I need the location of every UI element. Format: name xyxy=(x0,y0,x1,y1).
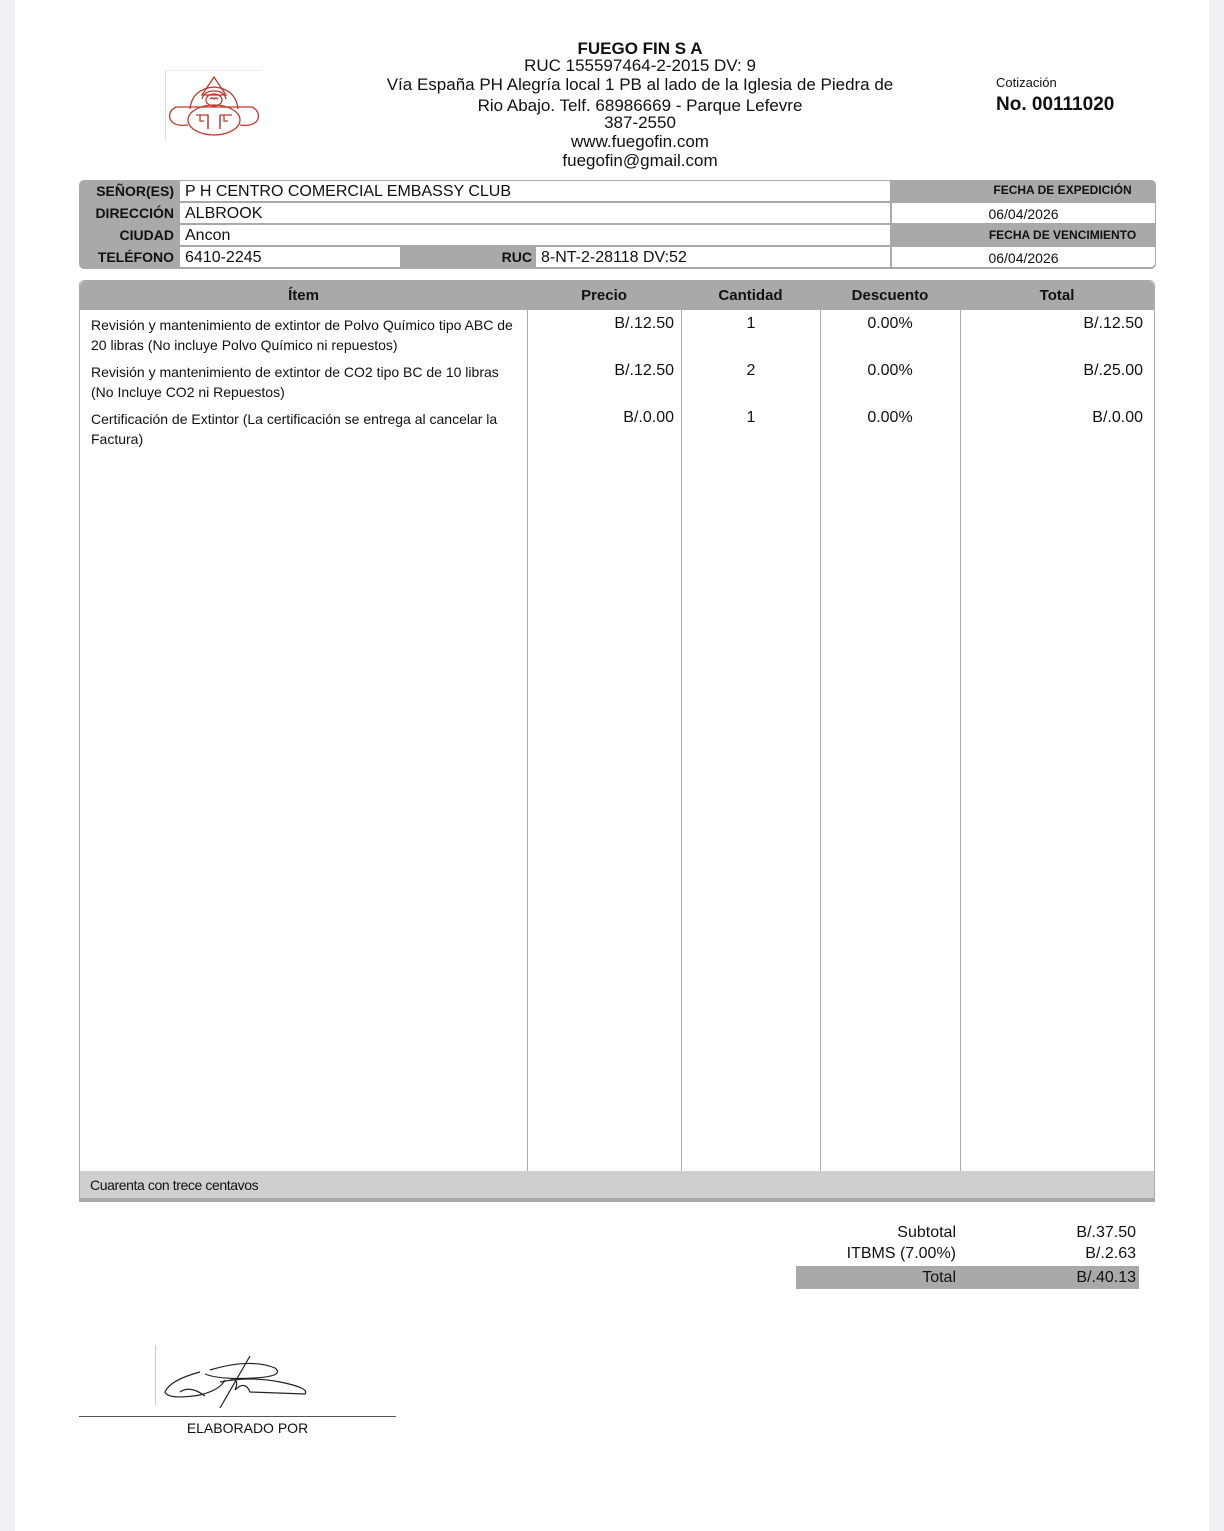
item-total: B/.0.00 xyxy=(1092,409,1143,426)
grand-total-label: Total xyxy=(922,1269,956,1286)
signature-line xyxy=(79,1416,396,1417)
due-date-value: 06/04/2026 xyxy=(892,247,1155,267)
client-address-value: ALBROOK xyxy=(180,203,890,223)
signature-icon xyxy=(160,1350,320,1410)
header-discount: Descuento xyxy=(851,287,929,304)
item-description: Revisión y mantenimiento de extintor de Polvo Químico tipo ABC de 20 libras (No incluye Polvo Químico ni repuestos) xyxy=(91,317,513,353)
issue-date-value: 06/04/2026 xyxy=(892,203,1155,223)
item-discount: 0.00% xyxy=(867,409,913,426)
subtotal-label: Subtotal xyxy=(897,1224,956,1241)
client-ruc-value: 8-NT-2-28118 DV:52 xyxy=(536,247,890,267)
client-name-label: SEÑOR(ES) xyxy=(96,183,174,199)
header-total: Total xyxy=(1039,287,1075,304)
quote-number: No. 00111020 xyxy=(996,94,1115,115)
client-ruc-label: RUC xyxy=(501,249,532,265)
column-divider xyxy=(681,310,682,1171)
issue-date-label: FECHA DE EXPEDICIÓN xyxy=(993,183,1132,197)
column-divider xyxy=(527,310,528,1171)
client-phone-label: TELÉFONO xyxy=(97,249,174,265)
item-total: B/.25.00 xyxy=(1083,362,1143,379)
client-phone-value: 6410-2245 xyxy=(180,247,400,267)
company-logo xyxy=(165,70,262,141)
client-address-label: DIRECCIÓN xyxy=(95,205,174,221)
item-discount: 0.00% xyxy=(867,362,913,379)
subtotal-value: B/.37.50 xyxy=(1076,1224,1136,1241)
company-header xyxy=(335,40,945,169)
quote-label: Cotización xyxy=(996,75,1057,90)
totals-block xyxy=(796,1221,1139,1289)
client-city-label: CIUDAD xyxy=(119,227,174,243)
fuego-fin-logo-icon xyxy=(166,71,262,141)
client-city-value: Ancon xyxy=(180,225,890,245)
items-table xyxy=(79,280,1155,1202)
item-discount: 0.00% xyxy=(867,315,913,332)
header-price: Precio xyxy=(581,287,627,304)
quote-number-box xyxy=(996,75,1114,116)
subtotal-row xyxy=(796,1221,1139,1244)
signature-divider xyxy=(155,1345,156,1405)
tax-row xyxy=(796,1244,1139,1266)
company-phone2: 387-2550 xyxy=(604,113,676,132)
item-quantity: 1 xyxy=(746,315,756,332)
items-table-header xyxy=(80,281,1154,310)
item-description: Certificación de Extintor (La certificación se entrega al cancelar la Factura) xyxy=(91,411,498,447)
item-description: Revisión y mantenimiento de extintor de CO2 tipo BC de 10 libras (No Incluye CO2 ni Repuestos) xyxy=(91,364,499,400)
grand-total-value: B/.40.13 xyxy=(1076,1269,1136,1286)
item-price: B/.12.50 xyxy=(614,362,674,379)
company-address-line1: Vía España PH Alegría local 1 PB al lado de la Iglesia de Piedra de xyxy=(386,75,894,94)
company-address-line2: Rio Abajo. Telf. 68986669 - Parque Lefevre xyxy=(477,96,803,115)
item-price: B/.12.50 xyxy=(614,315,674,332)
company-name: FUEGO FIN S A xyxy=(577,39,703,58)
grand-total-row xyxy=(796,1266,1139,1289)
header-item: Ítem xyxy=(288,287,319,304)
item-price: B/.0.00 xyxy=(623,409,674,426)
client-name-value: P H CENTRO COMERCIAL EMBASSY CLUB xyxy=(180,181,890,201)
due-date-label: FECHA DE VENCIMIENTO xyxy=(988,228,1137,242)
item-quantity: 2 xyxy=(746,362,756,379)
header-quantity: Cantidad xyxy=(718,287,783,304)
column-divider xyxy=(960,310,961,1171)
amount-in-words: Cuarenta con trece centavos xyxy=(80,1171,1154,1201)
item-total: B/.12.50 xyxy=(1083,315,1143,332)
client-info-block xyxy=(79,180,1156,269)
signature-label: ELABORADO POR xyxy=(186,1420,309,1436)
company-email: fuegofin@gmail.com xyxy=(562,151,718,170)
company-ruc: RUC 155597464-2-2015 DV: 9 xyxy=(524,56,756,75)
company-website: www.fuegofin.com xyxy=(571,132,709,151)
item-quantity: 1 xyxy=(746,409,756,426)
tax-value: B/.2.63 xyxy=(1085,1245,1136,1262)
column-divider xyxy=(820,310,821,1171)
tax-label: ITBMS (7.00%) xyxy=(846,1245,956,1262)
